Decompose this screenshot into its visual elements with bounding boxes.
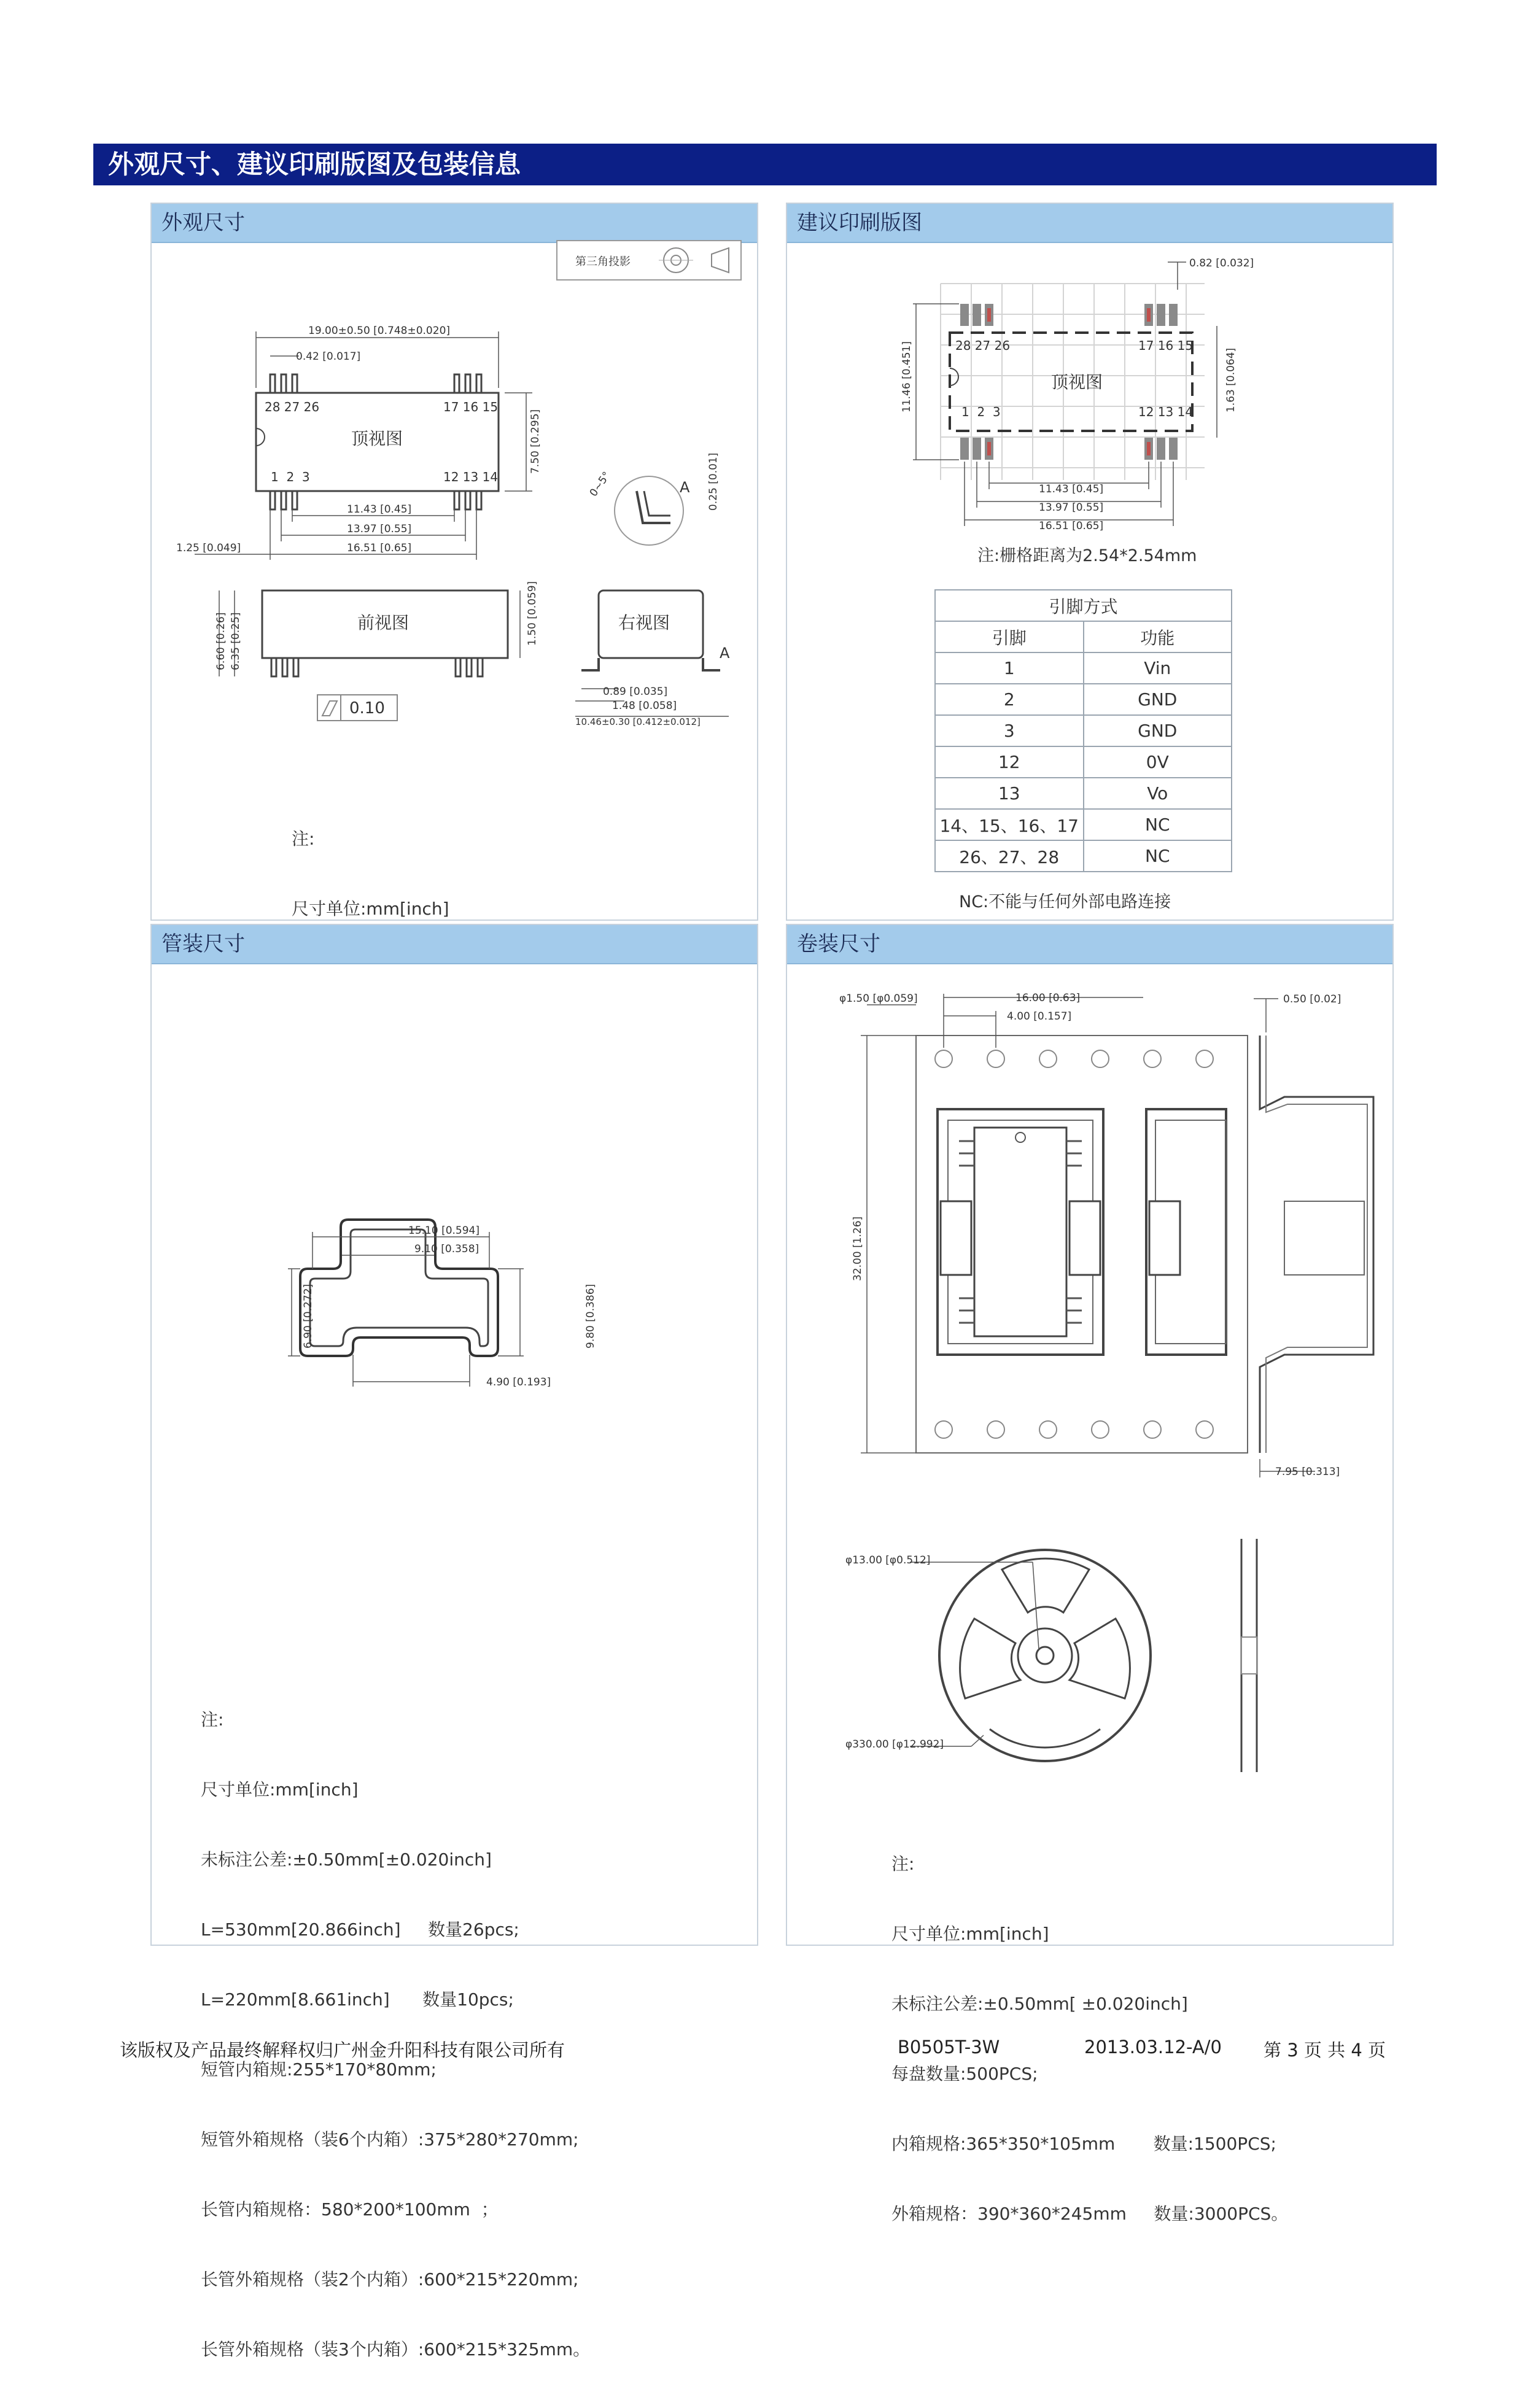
detail-a-label-2: A xyxy=(720,645,730,662)
top-view-label: 顶视图 xyxy=(351,428,403,449)
reel-note-1: 尺寸单位:mm[inch] xyxy=(891,1924,1049,1944)
footer-model: B0505T-3W xyxy=(898,2037,1000,2058)
table-row xyxy=(935,746,1232,778)
tube-note-6: 短管外箱规格（装6个内箱）:375*280*270mm; xyxy=(201,2129,579,2150)
pin-cell: 26、27、28 xyxy=(935,840,1084,872)
tube-dim-910: 9.10 [0.358] xyxy=(414,1243,480,1255)
reel-panel-title: 卷装尺寸 xyxy=(787,925,1392,964)
pins-top-right: 17 16 15 xyxy=(443,400,499,414)
section-title: 外观尺寸、建议印刷版图及包装信息 xyxy=(93,144,1437,185)
reel-dim-3200: 32.00 [1.26] xyxy=(852,1216,864,1281)
tube-dim-980: 9.80 [0.386] xyxy=(584,1283,597,1349)
table-row xyxy=(935,652,1232,684)
tube-note-8: 长管外箱规格（装2个内箱）:600*215*220mm; xyxy=(201,2269,579,2290)
dim-025: 0.25 [0.01] xyxy=(707,452,720,511)
outline-note-1: 尺寸单位:mm[inch] xyxy=(292,899,449,919)
footer-copyright: 该版权及产品最终解释权归广州金升阳科技有限公司所有 xyxy=(120,2040,565,2061)
tube-dim-1510: 15.10 [0.594] xyxy=(408,1225,480,1237)
dim-1397: 13.97 [0.55] xyxy=(347,523,412,535)
tube-dim-490: 4.90 [0.193] xyxy=(486,1376,551,1388)
reel-note-0: 注: xyxy=(891,1854,915,1874)
outline-panel xyxy=(150,203,758,921)
dim-width: 19.00±0.50 [0.748±0.020] xyxy=(308,325,451,337)
front-view-label: 前视图 xyxy=(357,613,410,633)
dim-148: 1.48 [0.058] xyxy=(612,700,677,712)
tube-dim-690: 6.90 [0.272] xyxy=(302,1283,314,1349)
pcb-pins-bottom-right: 12 13 14 xyxy=(1138,405,1194,419)
reel-drawing xyxy=(787,925,1395,1947)
dim-1046: 10.46±0.30 [0.412±0.012] xyxy=(575,716,701,727)
dim-660: 6.60 [0.26] xyxy=(215,612,227,670)
tube-note-3: L=530mm[20.866inch] 数量26pcs; xyxy=(201,1919,519,1940)
pins-bottom-right: 12 13 14 xyxy=(443,470,499,484)
footer-version: 2013.03.12-A/0 xyxy=(1084,2037,1222,2058)
pin-cell: 14、15、16、17 xyxy=(935,809,1084,840)
table-row xyxy=(935,684,1232,715)
function-cell: NC xyxy=(1084,809,1232,840)
pcb-panel-title: 建议印刷版图 xyxy=(787,204,1392,243)
dim-1143: 11.43 [0.45] xyxy=(347,503,412,516)
reel-dim-1600: 16.00 [0.63] xyxy=(1015,992,1081,1004)
tube-note-0: 注: xyxy=(201,1709,224,1730)
reel-dim-400: 4.00 [0.157] xyxy=(1007,1010,1072,1023)
pin-cell: 13 xyxy=(935,778,1084,809)
dim-089: 0.89 [0.035] xyxy=(603,686,668,698)
table-row xyxy=(935,778,1232,809)
function-cell: Vin xyxy=(1084,652,1232,684)
reel-dim-1300: φ13.00 [φ0.512] xyxy=(845,1554,931,1566)
reel-dim-150: φ1.50 [φ0.059] xyxy=(839,993,918,1005)
table-row xyxy=(935,715,1232,746)
pins-bottom-left: 1 2 3 xyxy=(271,470,310,484)
tube-note-1: 尺寸单位:mm[inch] xyxy=(201,1779,359,1800)
dim-125: 1.25 [0.049] xyxy=(176,542,241,554)
pcb-top-view-label: 顶视图 xyxy=(1051,372,1103,392)
tube-notes xyxy=(201,1662,590,2408)
pcb-pins-top-left: 28 27 26 xyxy=(955,338,1011,353)
outline-panel-title: 外观尺寸 xyxy=(152,204,757,243)
pin-cell: 12 xyxy=(935,746,1084,778)
reel-note-3: 每盘数量:500PCS; xyxy=(891,2064,1038,2084)
pin-cell: 1 xyxy=(935,652,1084,684)
reel-dim-330: φ330.00 [φ12.992] xyxy=(845,1738,944,1751)
pcb-panel xyxy=(786,203,1394,921)
table-row xyxy=(935,809,1232,840)
pcb-dim-1146: 11.46 [0.451] xyxy=(901,341,913,412)
footer-page: 第 3 页 共 4 页 xyxy=(1264,2040,1386,2061)
detail-angle: 0~5° xyxy=(587,470,613,499)
pcb-dim-1651: 16.51 [0.65] xyxy=(1039,520,1104,532)
reel-note-4: 内箱规格:365*350*105mm 数量:1500PCS; xyxy=(891,2134,1276,2154)
function-cell: NC xyxy=(1084,840,1232,872)
tube-note-5: 短管内箱规:255*170*80mm; xyxy=(201,2059,437,2080)
dim-height: 7.50 [0.295] xyxy=(529,409,542,474)
pin-table-header-function: 功能 xyxy=(1084,621,1232,652)
right-view-label: 右视图 xyxy=(618,613,670,633)
function-cell: GND xyxy=(1084,684,1232,715)
pcb-dim-1397: 13.97 [0.55] xyxy=(1039,501,1104,514)
table-row xyxy=(935,840,1232,872)
function-cell: 0V xyxy=(1084,746,1232,778)
pin-table xyxy=(934,589,1232,872)
reel-dim-795: 7.95 [0.313] xyxy=(1275,1466,1340,1478)
pin-table-title: 引脚方式 xyxy=(935,590,1232,621)
flatness-value: 0.10 xyxy=(349,699,385,718)
pcb-nc-note: NC:不能与任何外部电路连接 xyxy=(959,892,1171,912)
tube-note-9: 长管外箱规格（装3个内箱）:600*215*325mm。 xyxy=(201,2339,591,2360)
dim-635: 6.35 [0.25] xyxy=(230,612,242,670)
pcb-grid-note: 注:栅格距离为2.54*2.54mm xyxy=(977,546,1197,565)
function-cell: GND xyxy=(1084,715,1232,746)
tube-note-7: 长管内箱规格：580*200*100mm ； xyxy=(201,2199,499,2220)
reel-note-2: 未标注公差:±0.50mm[ ±0.020inch] xyxy=(891,1994,1188,2014)
reel-note-5: 外箱规格：390*360*245mm 数量:3000PCS。 xyxy=(891,2204,1289,2224)
reel-dim-050: 0.50 [0.02] xyxy=(1283,993,1341,1005)
pcb-pins-bottom-left: 1 2 3 xyxy=(961,405,1001,419)
pcb-dim-163: 1.63 [0.064] xyxy=(1225,347,1237,412)
tube-panel-title: 管装尺寸 xyxy=(152,925,757,964)
detail-a-label-1: A xyxy=(680,479,690,496)
pcb-dim-1143: 11.43 [0.45] xyxy=(1039,483,1104,495)
function-cell: Vo xyxy=(1084,778,1232,809)
pcb-pins-top-right: 17 16 15 xyxy=(1138,338,1194,353)
tube-note-4: L=220mm[8.661inch] 数量10pcs; xyxy=(201,1989,514,2010)
outline-note-0: 注: xyxy=(292,829,315,849)
dim-pin-width: 0.42 [0.017] xyxy=(296,350,361,363)
dim-1651: 16.51 [0.65] xyxy=(347,542,412,554)
pins-top-left: 28 27 26 xyxy=(265,400,320,414)
tube-note-2: 未标注公差:±0.50mm[±0.020inch] xyxy=(201,1849,492,1870)
projection-label: 第三角投影 xyxy=(575,255,631,268)
pin-cell: 3 xyxy=(935,715,1084,746)
pin-table-header-pin: 引脚 xyxy=(935,621,1084,652)
pcb-dim-082: 0.82 [0.032] xyxy=(1189,257,1254,269)
pin-cell: 2 xyxy=(935,684,1084,715)
dim-150: 1.50 [0.059] xyxy=(526,581,538,646)
